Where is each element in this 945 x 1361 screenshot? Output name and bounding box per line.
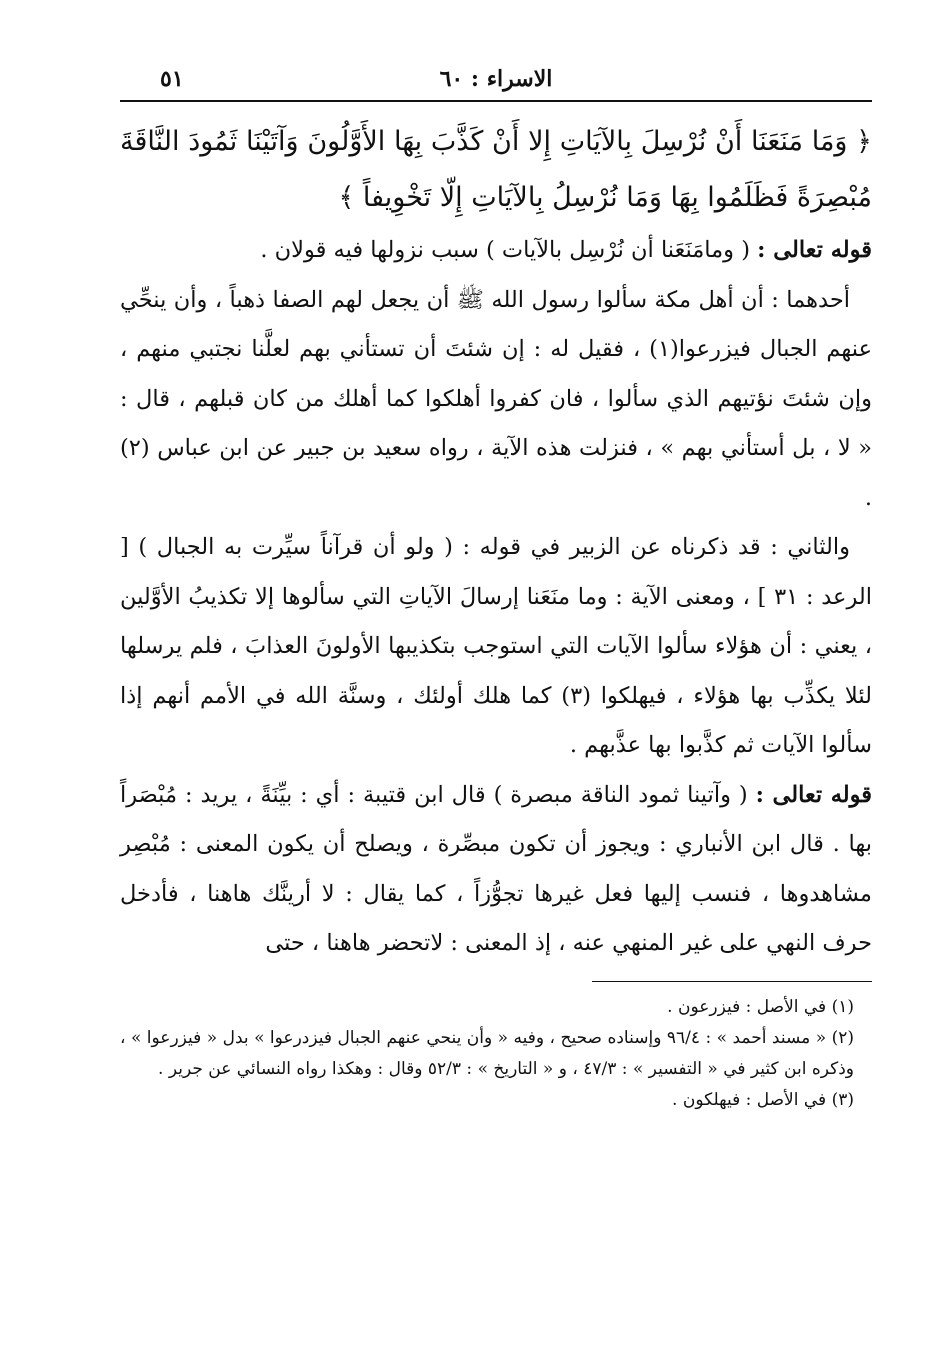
running-title: الاسراء : ٦٠ bbox=[439, 66, 553, 92]
paragraph-text: أحدهما : أن أهل مكة سألوا رسول الله ﷺ أن يجعل لهم الصفا ذهباً ، وأن ينحِّي عنهم الجبال فيزرعوا(١) ، فقيل له : إن شئتَ أن تستأني بهم لعلَّنا نجتبي منهم ، وإن شئتَ نؤتيهم الذي سألوا ، فان كفروا أهلكوا كما أهلك من كان قبلهم ، قال : « لا ، بل أستأني بهم » ، فنزلت هذه الآية ، رواه سعيد بن جبير عن ابن عباس (٢) . bbox=[120, 286, 872, 511]
paragraph-text: ( وآتينا ثمود الناقة مبصرة ) قال ابن قتيبة : أي : بيِّنَةً ، يريد : مُبْصَراً بها . قال ابن الأنباري : ويجوز أن تكون مبصِّرة ، ويصلح أن يكون المعنى : مُبْصِر مشاهدوها ، فنسب إليها فعل غيرها تجوُّزاً ، كما يقال : لا أرينَّك هاهنا ، فأدخل حرف النهي على غير المنهي عنه ، إذ المعنى : لاتحضر هاهنا ، حتى bbox=[120, 781, 872, 956]
book-page bbox=[120, 60, 872, 1320]
paragraph-lead: قوله تعالى : bbox=[755, 781, 872, 808]
footnote-3: (٣) في الأصل : فيهلكون . bbox=[672, 1089, 854, 1110]
body-paragraph-1 bbox=[120, 226, 872, 276]
body-paragraph-2 bbox=[120, 276, 872, 524]
paragraph-text: ( ومامَنَعَنا أن نُرْسِل بالآيات ) سبب نزولها فيه قولان . bbox=[260, 237, 758, 263]
page-number: ٥١ bbox=[160, 66, 184, 92]
footnote-2: (٢) « مسند أحمد » : ٩٦/٤ وإسناده صحيح ، وفيه « وأن ينحي عنهم الجبال فيزدرعوا » بدل « فيزرعوا » ، وذكره ابن كثير في « التفسير » : ٤٧/٣ ، و « التاريخ » : ٥٢/٣ وقال : وهكذا رواه النسائي عن جرير . bbox=[120, 1027, 854, 1079]
page-header bbox=[120, 60, 872, 102]
body-paragraph-3 bbox=[120, 523, 872, 771]
quran-verse: ﴿ وَمَا مَنَعَنَا أَنْ نُرْسِلَ بِالآيَاتِ إِلا أَنْ كَذَّبَ بِهَا الأَوَّلُونَ وَآتَيْنَا ثَمُودَ النَّاقَةَ مُبْصِرَةً فَظَلَمُوا بِهَا وَمَا نُرْسِلُ بِالآيَاتِ إِلّا تَخْوِيفاً ﴾ bbox=[120, 126, 872, 213]
paragraph-lead: قوله تعالى : bbox=[757, 237, 872, 263]
footnote-divider bbox=[592, 981, 872, 982]
footnote-1: (١) في الأصل : فيزرعون . bbox=[667, 996, 854, 1017]
footnotes bbox=[120, 992, 872, 1116]
body-paragraph-4 bbox=[120, 771, 872, 969]
paragraph-text: والثاني : قد ذكرناه عن الزبير في قوله : ( ولو أن قرآناً سيِّرت به الجبال ) [ الرعد : ٣١ ] ، ومعنى الآية : وما منَعَنا إرسالَ الآياتِ التي سألوها إلا تكذيبُ الأوَّلين ، يعني : أن هؤلاء سألوا الآيات التي استوجب بتكذيبها الأولونَ العذابَ ، فلم يرسلها لئلا يكذِّب بها هؤلاء ، فيهلكوا (٣) كما هلك أولئك ، وسنَّة الله في الأمم أنهم إذا سألوا الآيات ثم كذَّبوا بها عذَّبهم . bbox=[120, 534, 872, 758]
